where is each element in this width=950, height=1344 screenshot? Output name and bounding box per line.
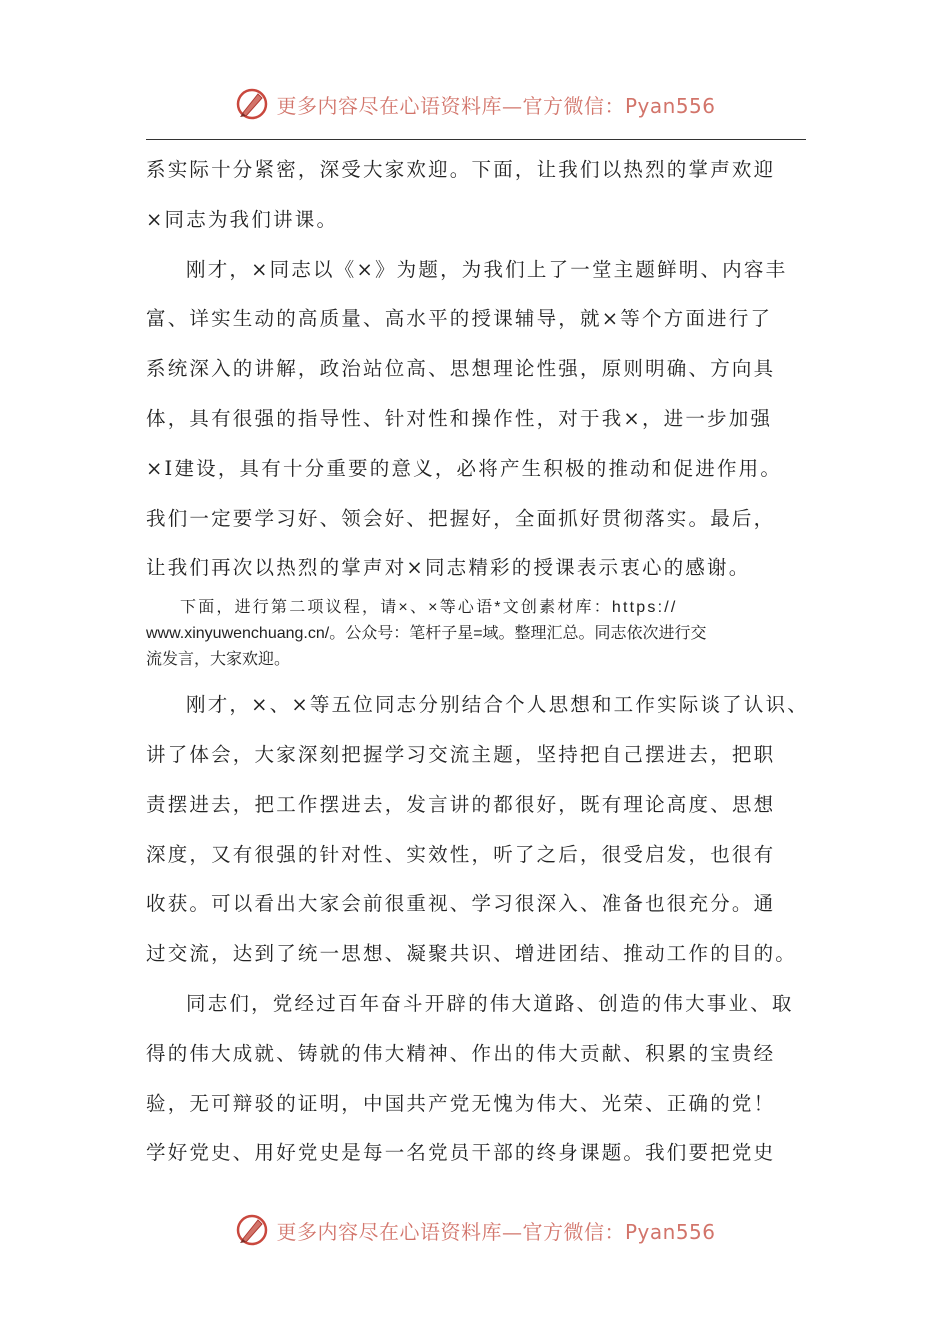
banner-text: 更多内容尽在心语资料库—官方微信：Pyan556 <box>276 1219 716 1244</box>
text-line: 同志们，党经过百年奋斗开辟的伟大道路、创造的伟大事业、取 <box>186 991 794 1015</box>
text-line: 讲了体会，大家深刻把握学习交流主题，坚持把自己摆进去，把职 <box>146 742 776 766</box>
paragraph-1 <box>146 145 836 245</box>
text-line: 责摆进去，把工作摆进去，发言讲的都很好，既有理论高度、思想 <box>146 792 776 816</box>
header-banner <box>0 80 950 128</box>
text-line: 过交流，达到了统一思想、凝聚共识、增进团结、推动工作的目的。 <box>146 942 798 966</box>
banner-text: 更多内容尽在心语资料库—官方微信：Pyan556 <box>276 93 716 118</box>
text-line: 刚才，×同志以《×》为题，为我们上了一堂主题鲜明、内容丰 <box>186 257 788 281</box>
text-line: 体，具有很强的指导性、针对性和操作性，对于我×，进一步加强 <box>146 406 773 430</box>
text-line: 深度，又有很强的针对性、实效性，听了之后，很受启发，也很有 <box>146 842 776 866</box>
pen-logo-icon <box>234 86 270 122</box>
text-line: 富、详实生动的高质量、高水平的授课辅导，就×等个方面进行了 <box>146 307 773 331</box>
text-line: 流发言，大家欢迎。 <box>146 651 291 669</box>
text-line: ×I建设，具有十分重要的意义，必将产生积极的推动和促进作用。 <box>146 456 783 480</box>
text-line: 让我们再次以热烈的掌声对×同志精彩的授课表示衷心的感谢。 <box>146 556 751 580</box>
document-body <box>146 145 836 1178</box>
footer-banner <box>0 1206 950 1254</box>
paragraph-2 <box>146 245 836 594</box>
paragraph-4 <box>146 680 836 979</box>
paragraph-3 <box>146 595 811 673</box>
text-line: 学好党史、用好党史是每一名党员干部的终身课题。我们要把党史 <box>146 1141 776 1165</box>
text-line: 验，无可辩驳的证明，中国共产党无愧为伟大、光荣、正确的党！ <box>146 1091 776 1115</box>
text-line: www.xinyuwenchuang.cn/。公众号：笔杆子星=域。整理汇总。同志依次进行交 <box>146 625 707 643</box>
text-line: 得的伟大成就、铸就的伟大精神、作出的伟大贡献、积累的宝贵经 <box>146 1041 776 1065</box>
pen-logo-icon <box>234 1212 270 1248</box>
header-rule <box>146 139 806 140</box>
paragraph-5 <box>146 979 836 1178</box>
text-line: ×同志为我们讲课。 <box>146 207 339 231</box>
text-line: 系统深入的讲解，政治站位高、思想理论性强，原则明确、方向具 <box>146 357 776 381</box>
text-line: 刚才，×、×等五位同志分别结合个人思想和工作实际谈了认识、 <box>186 693 809 717</box>
wechat-id: Pyan556 <box>624 1219 716 1244</box>
wechat-id: Pyan556 <box>624 93 716 118</box>
text-line: 系实际十分紧密，深受大家欢迎。下面，让我们以热烈的掌声欢迎 <box>146 158 776 181</box>
text-line: 我们一定要学习好、领会好、把握好，全面抓好贯彻落实。最后， <box>146 506 776 530</box>
text-line: 下面，进行第二项议程，请×、×等心语*文创素材库：https:// <box>180 599 678 617</box>
text-line: 收获。可以看出大家会前很重视、学习很深入、准备也很充分。通 <box>146 892 776 916</box>
